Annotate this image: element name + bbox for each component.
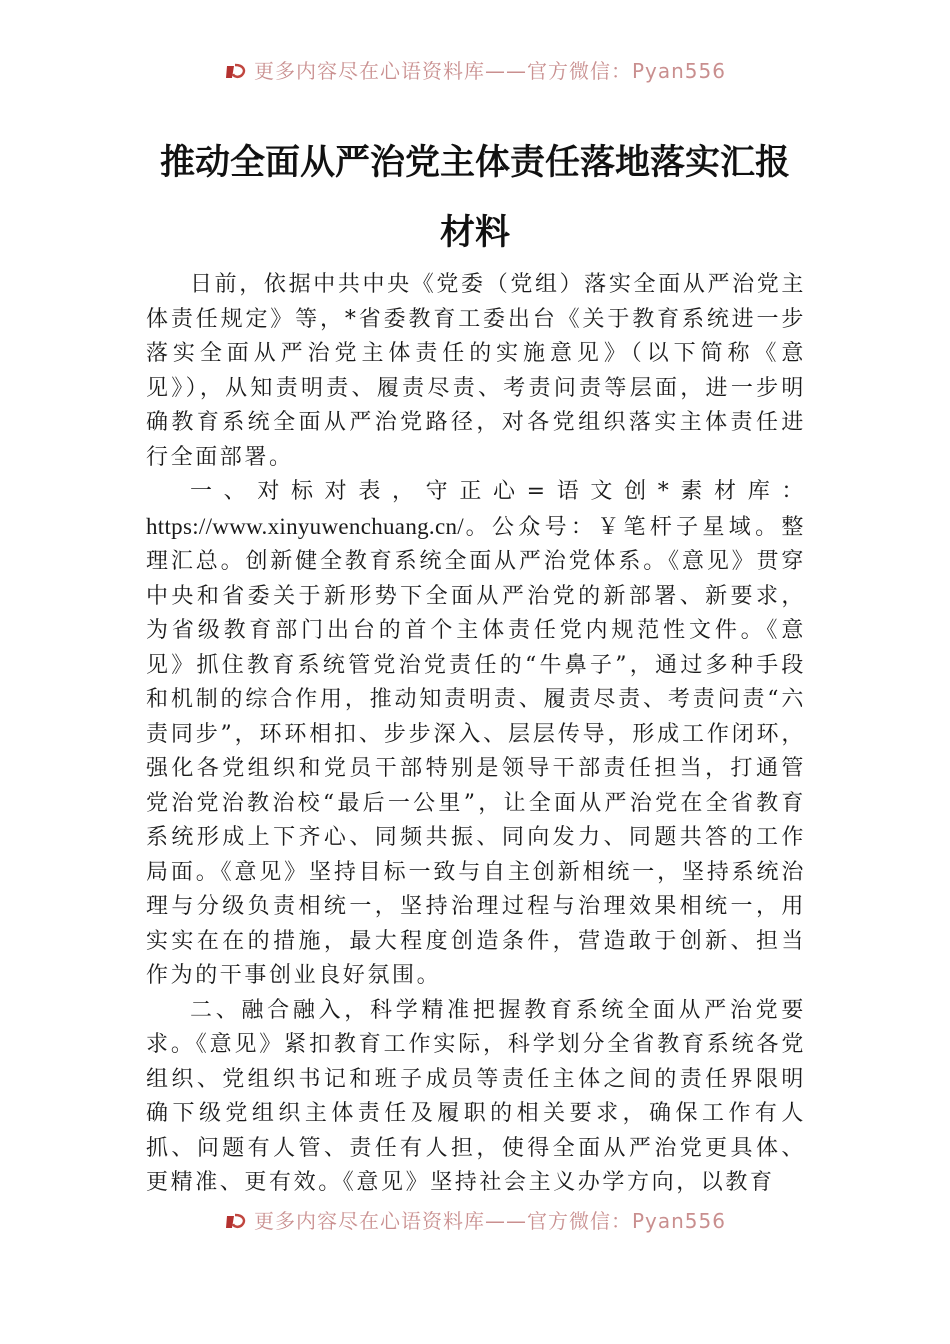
document-title-line1: 推动全面从严治党主体责任落地落实汇报 [159,142,790,183]
paragraph-section-1 [146,475,806,994]
watermark-top [0,58,950,84]
watermark-logo-icon [224,62,248,82]
section-1-lead: 一、对标对表，守正心=语文创*素材库： [190,479,806,504]
section-1-body: 。公众号：￥笔杆子星域。整理汇总。创新健全教育系统全面从严治党体系。《意见》贯穿中央和省委关于新形势下全面从严治党的新部署、新要求，为省级教育部门出台的首个主体责任党内规范性文件。《意见》抓住教育系统管党治党责任的“牛鼻子”，通过多种手段和机制的综合作用，推动知责明责、履责尽责、考责问责“六责同步”，环环相扣、步步深入、层层传导，形成工作闭环，强化各党组织和党员干部特别是领导干部责任担当，打通管党治党治教治校“最后一公里”，让全面从严治党在全省教育系统形成上下齐心、同频共振、同向发力、同题共答的工作局面。《意见》坚持目标一致与自主创新相统一，坚持系统治理与分级负责相统一，坚持治理过程与治理效果相统一，用实实在在的措施，最大程度创造条件，营造敢于创新、担当作为的干事创业良好氛围。 [146,514,806,988]
source-url-link[interactable]: https://www.xinyuwenchuang.cn/ [146,513,464,539]
watermark-text: 更多内容尽在心语资料库——官方微信：Pyan556 [253,59,726,83]
paragraph-intro: 日前，依据中共中央《党委（党组）落实全面从严治党主体责任规定》等，*省委教育工委出台《关于教育系统进一步落实全面从严治党主体责任的实施意见》（以下简称《意见》），从知责明责、履责尽责、考责问责等层面，进一步明确教育系统全面从严治党路径，对各党组织落实主体责任进行全面部署。 [146,272,806,470]
paragraph-section-2: 二、融合融入，科学精准把握教育系统全面从严治党要求。《意见》紧扣教育工作实际，科学划分全省教育系统各党组织、党组织书记和班子成员等责任主体之间的责任界限明确下级党组织主体责任及履职的相关要求，确保工作有人抓、问题有人管、责任有人担，使得全面从严治党更具体、更精准、更有效。《意见》坚持社会主义办学方向，以教育 [146,997,806,1195]
watermark-text: 更多内容尽在心语资料库——官方微信：Pyan556 [253,1209,726,1233]
document-title-line2: 材料 [439,212,510,253]
watermark-logo-icon [224,1212,248,1232]
watermark-bottom [0,1208,950,1234]
document-body [146,268,806,1201]
